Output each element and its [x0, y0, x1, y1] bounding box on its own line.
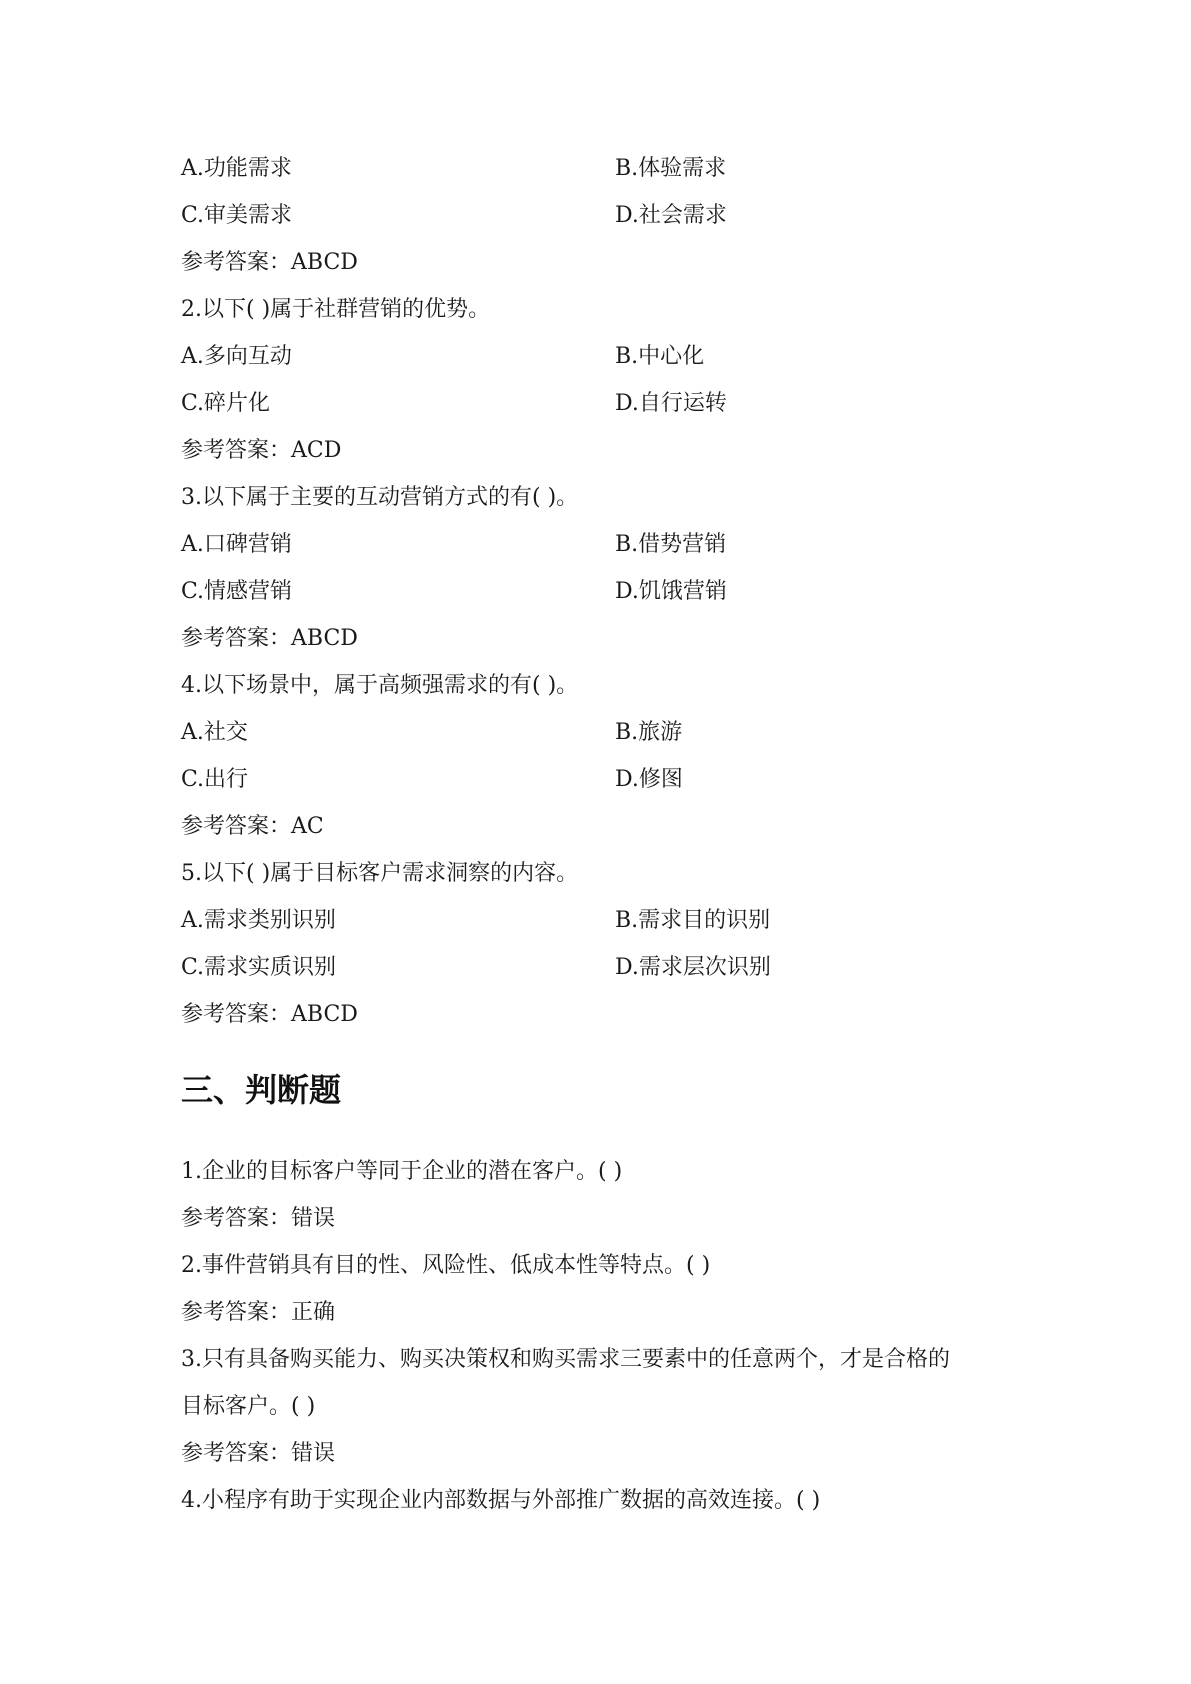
- option-row: [181, 944, 1041, 991]
- option-c: C.审美需求: [181, 203, 293, 228]
- option-c: C.碎片化: [181, 391, 271, 416]
- section-heading: 三、判断题: [181, 1071, 342, 1109]
- answer-line: 参考答案：ABCD: [181, 1002, 358, 1027]
- answer-line: 参考答案：正确: [181, 1300, 336, 1325]
- option-row: [181, 756, 1041, 803]
- option-a: A.口碑营销: [181, 532, 292, 557]
- answer-line: 参考答案：ACD: [181, 438, 342, 463]
- option-row: [181, 380, 1041, 427]
- option-d: D.修图: [615, 767, 683, 792]
- option-row: [181, 333, 1041, 380]
- option-row: [181, 709, 1041, 756]
- question-line: 3.只有具备购买能力、购买决策权和购买需求三要素中的任意两个，才是合格的: [181, 1347, 950, 1372]
- option-b: B.借势营销: [615, 532, 727, 557]
- option-b: B.体验需求: [615, 156, 727, 181]
- option-a: A.社交: [181, 720, 248, 745]
- question-line: 5.以下( )属于目标客户需求洞察的内容。: [181, 861, 579, 886]
- option-row: [181, 192, 1041, 239]
- option-row: [181, 897, 1041, 944]
- option-d: D.社会需求: [615, 203, 727, 228]
- option-row: [181, 568, 1041, 615]
- answer-line: 参考答案：错误: [181, 1441, 336, 1466]
- option-d: D.饥饿营销: [615, 579, 727, 604]
- option-d: D.需求层次识别: [615, 955, 771, 980]
- option-d: D.自行运转: [615, 391, 727, 416]
- option-row: [181, 521, 1041, 568]
- option-a: A.多向互动: [181, 344, 292, 369]
- question-line: 2.事件营销具有目的性、风险性、低成本性等特点。( ): [181, 1253, 711, 1278]
- question-line: 3.以下属于主要的互动营销方式的有( )。: [181, 485, 579, 510]
- question-line: 2.以下( )属于社群营销的优势。: [181, 297, 491, 322]
- question-line: 4.以下场景中，属于高频强需求的有( )。: [181, 673, 579, 698]
- option-b: B.旅游: [615, 720, 683, 745]
- answer-line: 参考答案：ABCD: [181, 626, 358, 651]
- option-c: C.需求实质识别: [181, 955, 337, 980]
- option-b: B.中心化: [615, 344, 705, 369]
- option-row: [181, 145, 1041, 192]
- option-a: A.需求类别识别: [181, 908, 336, 933]
- answer-line: 参考答案：错误: [181, 1206, 336, 1231]
- document-page: [181, 145, 1041, 1524]
- option-a: A.功能需求: [181, 156, 292, 181]
- option-c: C.情感营销: [181, 579, 293, 604]
- question-line: 1.企业的目标客户等同于企业的潜在客户。( ): [181, 1159, 623, 1184]
- question-line: 4.小程序有助于实现企业内部数据与外部推广数据的高效连接。( ): [181, 1488, 821, 1513]
- question-line-continued: 目标客户。( ): [181, 1394, 316, 1419]
- option-c: C.出行: [181, 767, 249, 792]
- answer-line: 参考答案：AC: [181, 814, 324, 839]
- option-b: B.需求目的识别: [615, 908, 771, 933]
- answer-line: 参考答案：ABCD: [181, 250, 358, 275]
